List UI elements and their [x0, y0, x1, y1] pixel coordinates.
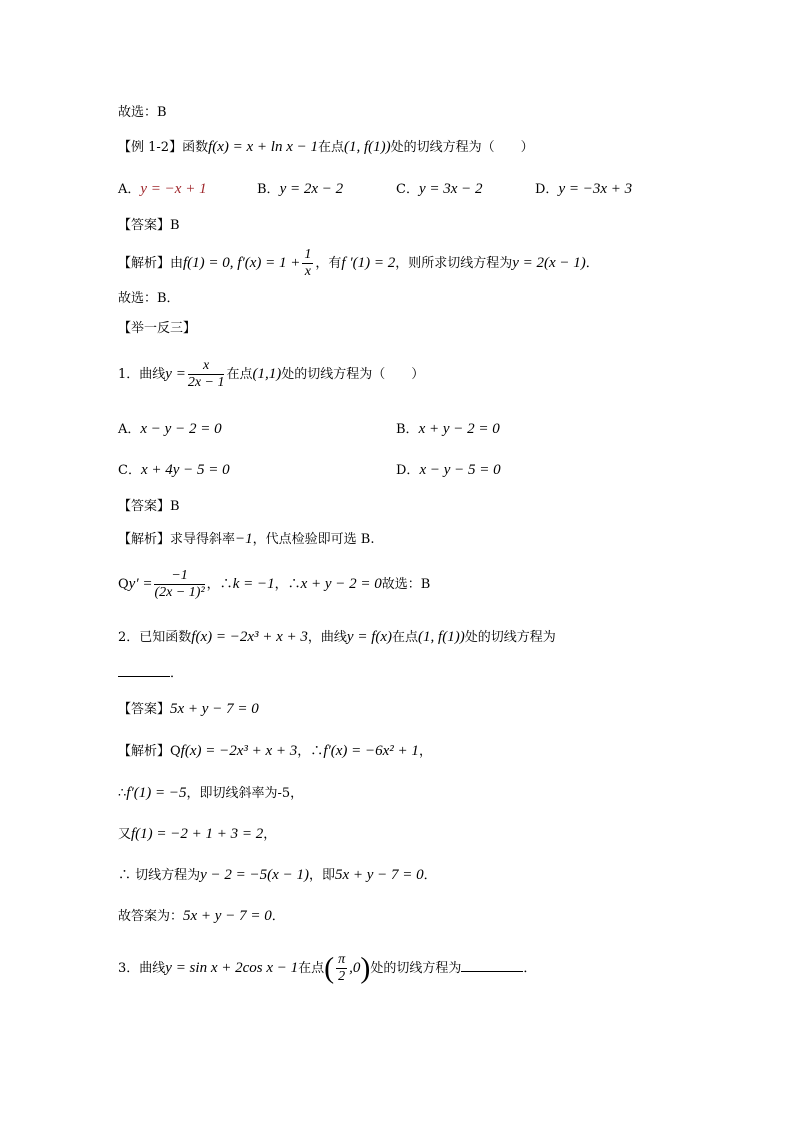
option-label: A． — [118, 422, 141, 437]
analysis-expr: −1 — [235, 531, 253, 547]
example-1-2-question — [118, 138, 534, 157]
fraction-numerator: π — [338, 952, 346, 967]
ex12-func: f(x) = x + ln x − 1 — [208, 139, 318, 155]
q1-opt-a-expr: x − y − 2 = 0 — [140, 421, 222, 437]
q1-work — [118, 564, 430, 605]
analysis-expr: f(x) = −2x³ + x + 3 — [180, 743, 298, 759]
q2-blank-line — [118, 664, 183, 683]
option-label: D． — [535, 182, 559, 197]
ex12-opt-c-expr: y = 3x − 2 — [418, 181, 483, 197]
option-label: B． — [396, 422, 419, 437]
q2-analysis-4 — [118, 866, 437, 885]
q2-final — [118, 907, 285, 926]
ex12-option-c — [396, 180, 483, 199]
work-expr: y′ = — [128, 576, 153, 592]
analysis-expr: y = 2(x − 1) — [512, 255, 586, 271]
work-expr: k = −1 — [232, 576, 275, 592]
ex12-mid: 在点 — [318, 140, 345, 155]
ex12-suffix: 处的切线方程为（ ） — [390, 140, 534, 155]
option-label: C． — [396, 182, 419, 197]
analysis-text: 【解析】求导得斜率 — [118, 532, 236, 547]
analysis-text: ，有 — [315, 256, 342, 271]
answer-label: 【答案】 — [118, 702, 171, 717]
q2-mid: 在点 — [392, 630, 419, 645]
analysis-text: 又 — [118, 827, 132, 842]
option-label: C． — [118, 463, 141, 478]
q1-option-c — [118, 461, 230, 480]
section-heading: 【举一反三】 — [118, 321, 197, 336]
work-expr: x + y − 2 = 0 — [300, 576, 382, 592]
q3-func: y = sin x + 2cos x − 1 — [165, 960, 299, 976]
answer-blank — [461, 959, 523, 972]
option-label: B． — [257, 182, 280, 197]
q3-point-tail: ,0 — [349, 960, 361, 976]
ex12-option-b — [257, 180, 343, 199]
analysis-text: ，∴ — [297, 744, 324, 759]
analysis-expr: f ′(1) = 2 — [341, 255, 396, 271]
blank-end: ． — [170, 666, 184, 681]
analysis-expr: y − 2 = −5(x − 1) — [200, 867, 309, 883]
q1-suffix: 处的切线方程为（ ） — [281, 367, 425, 382]
analysis-label: 【解析】Q — [118, 744, 181, 759]
analysis-label: 【解析】由 — [118, 256, 184, 271]
answer-blank — [118, 664, 170, 677]
q3-suffix: 处的切线方程为 — [370, 961, 462, 976]
ex12-conclusion: 故选：B． — [118, 291, 180, 306]
therefore-symbol: ∴ — [118, 786, 127, 801]
q2-prefix: 2．已知函数 — [118, 630, 192, 645]
analysis-text: ， — [418, 744, 432, 759]
fraction-denominator: x — [304, 264, 311, 279]
q3-question — [118, 948, 536, 989]
prev-answer: 故选：B — [118, 105, 167, 120]
ex12-opt-b-expr: y = 2x − 2 — [279, 181, 344, 197]
analysis-text: ． — [585, 256, 599, 271]
analysis-expr: 5x + y − 7 = 0 — [334, 867, 424, 883]
q1-option-a — [118, 420, 222, 439]
analysis-text: ，即切线斜率为-5， — [186, 786, 304, 801]
q1-prefix: 1．曲线 — [118, 367, 166, 382]
analysis-expr: f′(1) = −5 — [126, 785, 187, 801]
work-text: ，∴ — [206, 577, 233, 592]
ex12-analysis — [118, 246, 599, 281]
q1-opt-d-expr: x − y − 5 = 0 — [419, 462, 501, 478]
analysis-text: ∴ 切线方程为 — [118, 868, 201, 883]
q1-question — [118, 356, 424, 393]
ex12-prefix: 【例 1-2】函数 — [118, 140, 209, 155]
analysis-text: ， — [263, 827, 277, 842]
q2-mid: ，曲线 — [307, 630, 347, 645]
fraction-denominator: (2x − 1)² — [154, 585, 205, 600]
q1-opt-b-expr: x + y − 2 = 0 — [418, 421, 500, 437]
work-text: 故选：B — [381, 577, 431, 592]
ex12-answer: 【答案】B — [118, 218, 180, 233]
answer-expr: 5x + y − 7 = 0 — [170, 701, 259, 717]
ex12-point: (1, f(1)) — [344, 139, 391, 155]
q1-lhs: y = — [165, 366, 186, 382]
q1-point: (1,1) — [252, 366, 282, 382]
q3-mid: 在点 — [298, 961, 325, 976]
fraction-numerator: x — [188, 358, 225, 375]
option-label: D． — [396, 463, 420, 478]
q1-option-b — [396, 420, 500, 439]
analysis-text: ，代点检验即可选 B. — [252, 532, 375, 547]
fraction-denominator: 2 — [338, 969, 346, 984]
option-label: A． — [118, 182, 141, 197]
fraction-denominator: 2x − 1 — [187, 375, 225, 390]
final-label: 故答案为： — [118, 909, 184, 924]
ex12-option-d — [535, 180, 632, 199]
ex12-opt-d-expr: y = −3x + 3 — [558, 181, 633, 197]
left-paren: ( — [324, 951, 335, 985]
analysis-text: ． — [423, 868, 437, 883]
final-expr: 5x + y − 7 = 0 — [183, 908, 272, 924]
q2-analysis-1 — [118, 742, 432, 761]
q2-func: f(x) = −2x³ + x + 3 — [191, 629, 308, 645]
q2-question — [118, 628, 556, 647]
q-symbol: Q — [118, 577, 129, 592]
fraction-numerator: −1 — [154, 568, 204, 585]
ex12-opt-a-expr: y = −x + 1 — [140, 181, 207, 197]
q2-analysis-3 — [118, 825, 276, 844]
fraction — [302, 247, 313, 280]
analysis-expr: f(1) = 0, f′(x) = 1 + — [183, 255, 301, 271]
q1-opt-c-expr: x + 4y − 5 = 0 — [140, 462, 230, 478]
q1-answer: 【答案】B — [118, 499, 180, 514]
analysis-text: ，即 — [308, 868, 335, 883]
analysis-text: ，则所求切线方程为 — [395, 256, 513, 271]
q3-end: ． — [523, 961, 537, 976]
analysis-expr: f(1) = −2 + 1 + 3 = 2 — [131, 826, 264, 842]
q1-analysis — [118, 530, 374, 549]
analysis-expr: f′(x) = −6x² + 1 — [323, 743, 419, 759]
fraction — [154, 568, 204, 601]
final-end: ． — [271, 909, 285, 924]
q2-point: (1, f(1)) — [418, 629, 465, 645]
work-text: ，∴ — [274, 577, 301, 592]
fraction — [188, 358, 225, 391]
q3-prefix: 3．曲线 — [118, 961, 166, 976]
q1-mid: 在点 — [226, 367, 253, 382]
q2-curve: y = f(x) — [346, 629, 393, 645]
ex12-option-a — [118, 180, 207, 199]
fraction — [336, 952, 347, 985]
q2-analysis-2 — [118, 784, 303, 803]
q2-suffix: 处的切线方程为 — [464, 630, 556, 645]
right-paren: ) — [360, 951, 371, 985]
fraction-numerator: 1 — [304, 247, 312, 262]
q1-option-d — [396, 461, 501, 480]
q2-answer — [118, 700, 259, 719]
